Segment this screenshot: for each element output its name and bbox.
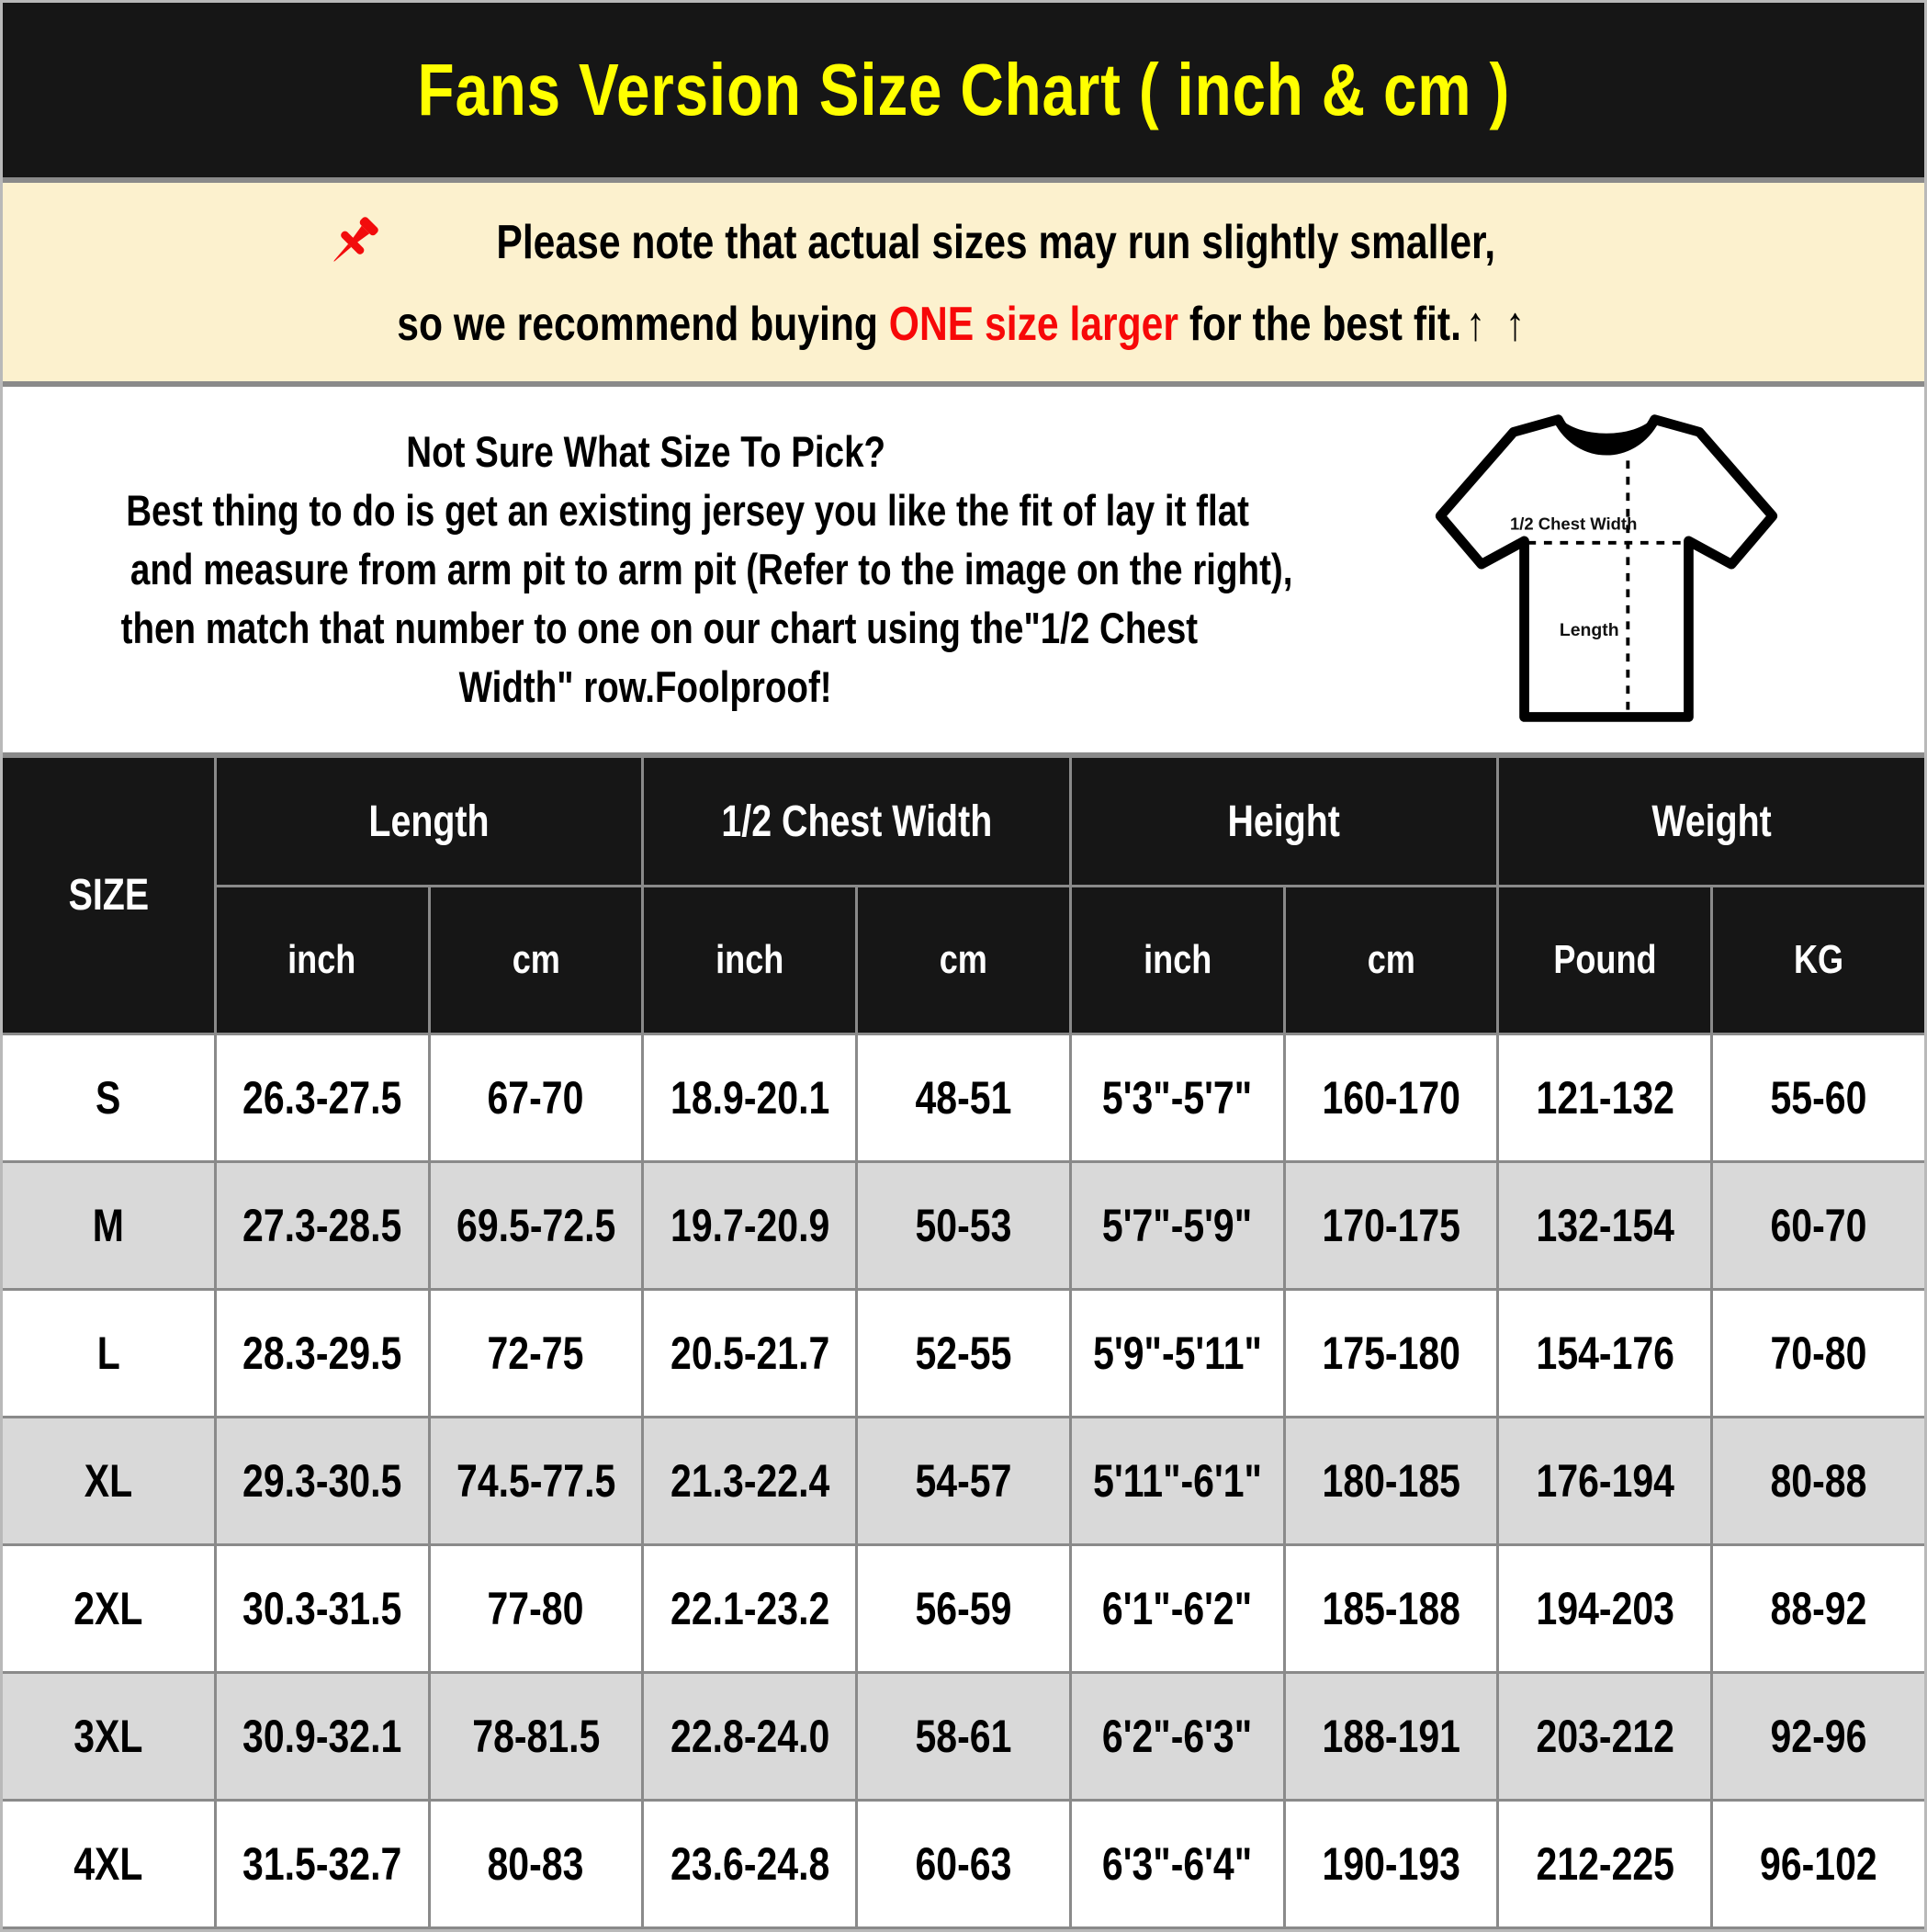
size-value: 74.5-77.5: [456, 1455, 616, 1507]
size-value: 20.5-21.7: [670, 1328, 829, 1379]
up-arrows: ↑ ↑: [1466, 298, 1530, 351]
size-value-cell: [644, 1674, 855, 1799]
size-value-cell: [1713, 1546, 1924, 1671]
size-table: [3, 752, 1924, 1929]
size-value-cell: [858, 1802, 1069, 1926]
size-value: 170-175: [1322, 1200, 1460, 1251]
unit-header: Pound: [1499, 887, 1710, 1033]
size-value-cell: [1072, 1802, 1283, 1926]
size-value-cell: [431, 1291, 642, 1416]
column-group-chest-width: 1/2 Chest Width: [644, 758, 1069, 885]
size-value: 5'7"-5'9": [1102, 1200, 1253, 1251]
size-value: 22.8-24.0: [670, 1711, 829, 1762]
size-value: 80-88: [1770, 1455, 1867, 1507]
size-value-cell: [644, 1802, 855, 1926]
size-value: 22.1-23.2: [670, 1583, 829, 1634]
size-value-cell: [858, 1035, 1069, 1160]
size-value-cell: [644, 1163, 855, 1288]
size-value-cell: [1499, 1163, 1710, 1288]
size-value: 18.9-20.1: [670, 1072, 829, 1124]
size-value: 88-92: [1770, 1583, 1867, 1634]
tshirt-outline: [1440, 420, 1773, 717]
size-value-cell: [431, 1418, 642, 1543]
size-value: 154-176: [1536, 1328, 1674, 1379]
size-value-cell: [1072, 1163, 1283, 1288]
size-value: 175-180: [1322, 1328, 1460, 1379]
unit-header: inch: [644, 887, 855, 1033]
size-value-cell: [1713, 1674, 1924, 1799]
pushpin-icon: [322, 212, 383, 273]
guide-line: and measure from arm pit to arm pit (Refer to the image on the right),: [130, 545, 1293, 593]
notice-line-2: [273, 297, 1653, 352]
guide-line: Width" row.Foolproof!: [458, 662, 833, 711]
guide-text-block: [3, 423, 1293, 717]
size-value: 52-55: [915, 1328, 1012, 1379]
notice-line-1: [322, 212, 1606, 273]
size-row-label-cell: [3, 1546, 214, 1671]
size-value: 50-53: [915, 1200, 1012, 1251]
size-row-label-cell: [3, 1163, 214, 1288]
size-value-cell: [644, 1546, 855, 1671]
size-value: 31.5-32.7: [242, 1838, 402, 1890]
size-value-cell: [1072, 1418, 1283, 1543]
column-header-size: SIZE: [3, 758, 214, 1033]
size-value-cell: [1713, 1802, 1924, 1926]
size-value: 56-59: [915, 1583, 1012, 1634]
notice-text-2-highlight: ONE size larger: [889, 298, 1179, 351]
size-value-cell: [1713, 1291, 1924, 1416]
size-row-label: L: [96, 1328, 120, 1379]
unit-header: inch: [1072, 887, 1283, 1033]
size-value-cell: [858, 1291, 1069, 1416]
size-value: 26.3-27.5: [242, 1072, 402, 1124]
size-row-label: 2XL: [73, 1583, 143, 1634]
guide-line: Best thing to do is get an existing jersey you like the fit of lay it flat: [126, 486, 1249, 535]
guide-heading: Not Sure What Size To Pick?: [406, 427, 885, 476]
size-value-cell: [1713, 1035, 1924, 1160]
column-group-length: Length: [217, 758, 642, 885]
size-value-cell: [1286, 1546, 1497, 1671]
size-value: 190-193: [1322, 1838, 1460, 1890]
size-value: 27.3-28.5: [242, 1200, 402, 1251]
measuring-guide: [3, 387, 1924, 752]
size-value: 80-83: [487, 1838, 584, 1890]
size-value: 30.9-32.1: [242, 1711, 402, 1762]
unit-header: cm: [858, 887, 1069, 1033]
size-value-cell: [1499, 1291, 1710, 1416]
size-value: 28.3-29.5: [242, 1328, 402, 1379]
size-value-cell: [1499, 1418, 1710, 1543]
column-group-weight: Weight: [1499, 758, 1924, 885]
size-value-cell: [1499, 1546, 1710, 1671]
chest-width-label: 1/2 Chest Width: [1510, 514, 1638, 534]
size-row-label: S: [96, 1072, 121, 1124]
size-value-cell: [217, 1674, 428, 1799]
size-value: 48-51: [915, 1072, 1012, 1124]
size-row-label: M: [92, 1200, 124, 1251]
size-value: 19.7-20.9: [670, 1200, 829, 1251]
size-value-cell: [1286, 1035, 1497, 1160]
unit-header: KG: [1713, 887, 1924, 1033]
size-value: 96-102: [1760, 1838, 1877, 1890]
size-value: 121-132: [1536, 1072, 1674, 1124]
notice-text-2: [398, 297, 1530, 352]
size-row-label: 4XL: [73, 1838, 143, 1890]
size-row-label-cell: [3, 1674, 214, 1799]
size-value-cell: [431, 1802, 642, 1926]
size-value-cell: [431, 1163, 642, 1288]
size-value: 60-63: [915, 1838, 1012, 1890]
size-row-label: 3XL: [73, 1711, 143, 1762]
size-value-cell: [217, 1035, 428, 1160]
size-value-cell: [858, 1418, 1069, 1543]
size-value: 194-203: [1536, 1583, 1674, 1634]
size-value: 70-80: [1770, 1328, 1867, 1379]
size-value: 176-194: [1536, 1455, 1674, 1507]
size-value: 55-60: [1770, 1072, 1867, 1124]
size-value: 203-212: [1536, 1711, 1674, 1762]
size-value-cell: [1499, 1035, 1710, 1160]
size-row-label: XL: [84, 1455, 133, 1507]
size-value-cell: [217, 1802, 428, 1926]
guide-line: then match that number to one on our chart using the"1/2 Chest: [120, 604, 1199, 652]
size-value: 6'3"-6'4": [1102, 1838, 1253, 1890]
size-value-cell: [858, 1546, 1069, 1671]
notice-text-1: Please note that actual sizes may run slightly smaller,: [496, 216, 1495, 269]
size-row-label-cell: [3, 1418, 214, 1543]
size-value: 54-57: [915, 1455, 1012, 1507]
size-value: 5'9"-5'11": [1092, 1328, 1262, 1379]
size-value-cell: [1286, 1163, 1497, 1288]
notice-panel: [3, 183, 1924, 381]
size-value-cell: [1286, 1674, 1497, 1799]
size-value: 212-225: [1536, 1838, 1674, 1890]
size-value: 67-70: [487, 1072, 584, 1124]
size-value: 6'1"-6'2": [1102, 1583, 1253, 1634]
size-value-cell: [431, 1546, 642, 1671]
page-title: Fans Version Size Chart ( inch & cm ): [417, 49, 1510, 130]
size-value: 69.5-72.5: [456, 1200, 616, 1251]
size-value-cell: [217, 1546, 428, 1671]
size-row-label-cell: [3, 1291, 214, 1416]
notice-text-2-prefix: so we recommend buying: [397, 298, 890, 351]
size-value: 72-75: [487, 1328, 584, 1379]
size-value-cell: [1072, 1291, 1283, 1416]
size-value-cell: [1286, 1291, 1497, 1416]
size-value: 6'2"-6'3": [1102, 1711, 1253, 1762]
size-value-cell: [1072, 1674, 1283, 1799]
size-value-cell: [644, 1035, 855, 1160]
notice-text-2-suffix: for the best fit.: [1178, 298, 1462, 351]
size-value-cell: [1072, 1035, 1283, 1160]
size-value-cell: [1713, 1163, 1924, 1288]
size-value: 5'11"-6'1": [1092, 1455, 1262, 1507]
size-value-cell: [1286, 1802, 1497, 1926]
size-value: 60-70: [1770, 1200, 1867, 1251]
size-value: 78-81.5: [471, 1711, 600, 1762]
size-value-cell: [858, 1674, 1069, 1799]
size-row-label-cell: [3, 1802, 214, 1926]
unit-header: cm: [431, 887, 642, 1033]
size-value-cell: [217, 1291, 428, 1416]
size-value-cell: [217, 1163, 428, 1288]
size-value: 29.3-30.5: [242, 1455, 402, 1507]
size-value: 21.3-22.4: [670, 1455, 829, 1507]
size-value: 92-96: [1770, 1711, 1867, 1762]
size-value: 58-61: [915, 1711, 1012, 1762]
size-value-cell: [644, 1418, 855, 1543]
size-value-cell: [431, 1674, 642, 1799]
size-value: 132-154: [1536, 1200, 1674, 1251]
size-value: 30.3-31.5: [242, 1583, 402, 1634]
tshirt-diagram: [1426, 409, 1786, 730]
size-value: 180-185: [1322, 1455, 1460, 1507]
size-row-label-cell: [3, 1035, 214, 1160]
size-value-cell: [217, 1418, 428, 1543]
size-value-cell: [858, 1163, 1069, 1288]
size-value: 5'3"-5'7": [1102, 1072, 1253, 1124]
size-value: 77-80: [487, 1583, 584, 1634]
length-label: Length: [1559, 619, 1619, 640]
size-value: 23.6-24.8: [670, 1838, 829, 1890]
unit-header: cm: [1286, 887, 1497, 1033]
size-value-cell: [1499, 1802, 1710, 1926]
unit-header: inch: [217, 887, 428, 1033]
column-group-height: Height: [1072, 758, 1497, 885]
size-value-cell: [1713, 1418, 1924, 1543]
size-value: 188-191: [1322, 1711, 1460, 1762]
size-value: 185-188: [1322, 1583, 1460, 1634]
tshirt-diagram-area: [1289, 409, 1924, 730]
size-value-cell: [1286, 1418, 1497, 1543]
size-value-cell: [1499, 1674, 1710, 1799]
size-value: 160-170: [1322, 1072, 1460, 1124]
size-value-cell: [1072, 1546, 1283, 1671]
size-value-cell: [644, 1291, 855, 1416]
size-value-cell: [431, 1035, 642, 1160]
title-banner: [3, 3, 1924, 177]
